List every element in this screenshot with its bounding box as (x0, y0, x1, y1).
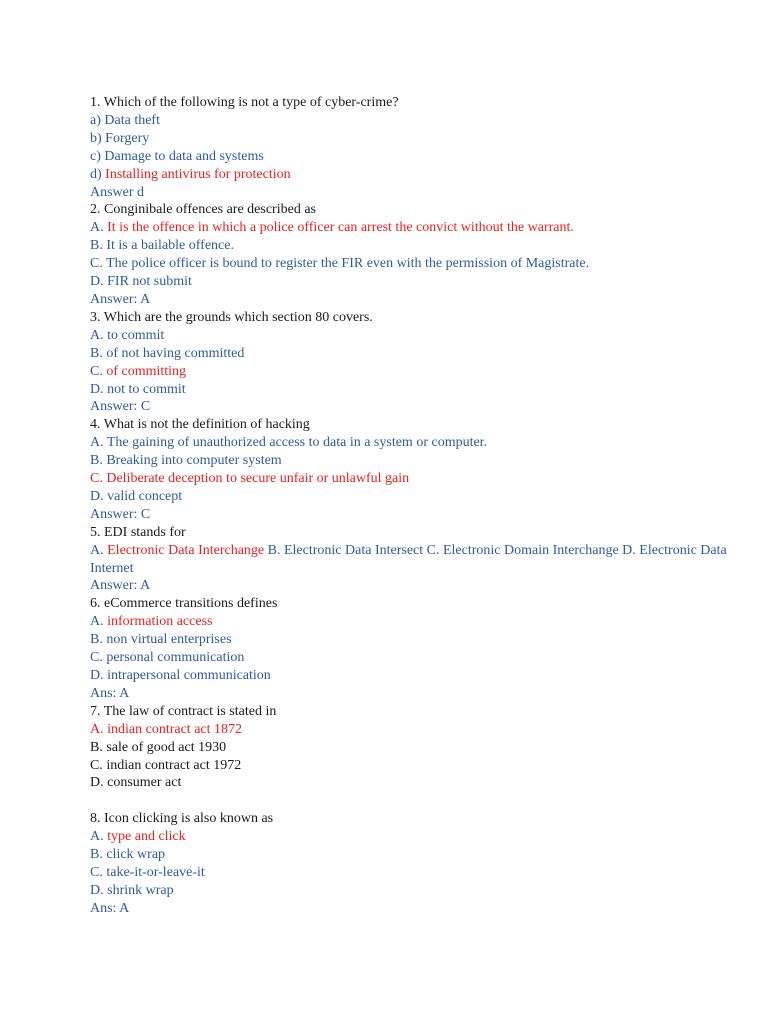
q4-answer: Answer: C (90, 506, 151, 522)
q8-option-c: C. take-it-or-leave-it (90, 864, 205, 880)
q3-option-a: A. to commit (90, 327, 165, 343)
q1-answer: Answer d (90, 184, 145, 200)
q3-option-c: C. of committing (90, 363, 187, 379)
q4-option-d: D. valid concept (90, 488, 183, 504)
blank-line (90, 792, 730, 810)
q3-option-d: D. not to commit (90, 381, 186, 397)
q7-option-d: D. consumer act (90, 775, 182, 791)
q8-answer: Ans: A (90, 900, 130, 916)
q3-option-b: B. of not having committed (90, 345, 245, 361)
q6-option-d: D. intrapersonal communication (90, 668, 271, 683)
q6-option-c: C. personal communication (90, 650, 245, 666)
q4-option-c: C. Deliberate deception to secure unfair or unlawful gain (90, 471, 410, 487)
question-7: 7. The law of contract is stated in (90, 703, 277, 719)
q2-option-c: C. The police officer is bound to register the FIR even with the permission of Magistrate. (90, 256, 590, 272)
q6-option-b: B. non virtual enterprises (90, 632, 232, 648)
q7-option-b: B. sale of good act 1930 (90, 739, 227, 755)
quiz-document (90, 94, 730, 918)
q2-option-b: B. It is a bailable offence. (90, 238, 234, 254)
q2-answer: Answer: A (90, 291, 151, 307)
q5-correct-option: Electronic Data Interchange (107, 542, 265, 558)
q1-option-c: c) Damage to data and systems (90, 148, 264, 164)
q5-answer: Answer: A (90, 578, 151, 594)
q8-option-d: D. shrink wrap (90, 882, 174, 898)
question-3: 3. Which are the grounds which section 80 covers. (90, 309, 373, 325)
q4-option-b: B. Breaking into computer system (90, 453, 282, 469)
q2-option-a: A. It is the offence in which a police officer can arrest the convict without the warrant. (90, 220, 574, 236)
q6-answer: Ans: A (90, 685, 130, 701)
q8-option-b: B. click wrap (90, 847, 166, 863)
q3-answer: Answer: C (90, 399, 151, 415)
q1-option-a: a) Data theft (90, 112, 160, 128)
q7-option-c: C. indian contract act 1972 (90, 757, 242, 773)
question-8: 8. Icon clicking is also known as (90, 811, 274, 827)
q1-option-b: b) Forgery (90, 130, 150, 146)
question-1: 1. Which of the following is not a type of cyber-crime? (90, 95, 399, 110)
q1-option-d: d) Installing antivirus for protection (90, 166, 291, 182)
question-4: 4. What is not the definition of hacking (90, 417, 310, 433)
question-6: 6. eCommerce transitions defines (90, 596, 278, 612)
q6-option-a: A. information access (90, 614, 213, 630)
q4-option-a: A. The gaining of unauthorized access to data in a system or computer. (90, 435, 488, 451)
question-2: 2. Conginibale offences are described as (90, 202, 316, 218)
q8-option-a: A. type and click (90, 829, 186, 845)
q7-option-a: A. indian contract act 1872 (90, 721, 243, 737)
q2-option-d: D. FIR not submit (90, 274, 192, 290)
q5-options-inline: A. Electronic Data Interchange B. Electronic Data Intersect C. Electronic Domain Interchange D. Electronic Data Internet (90, 542, 727, 576)
question-5: 5. EDI stands for (90, 524, 186, 540)
